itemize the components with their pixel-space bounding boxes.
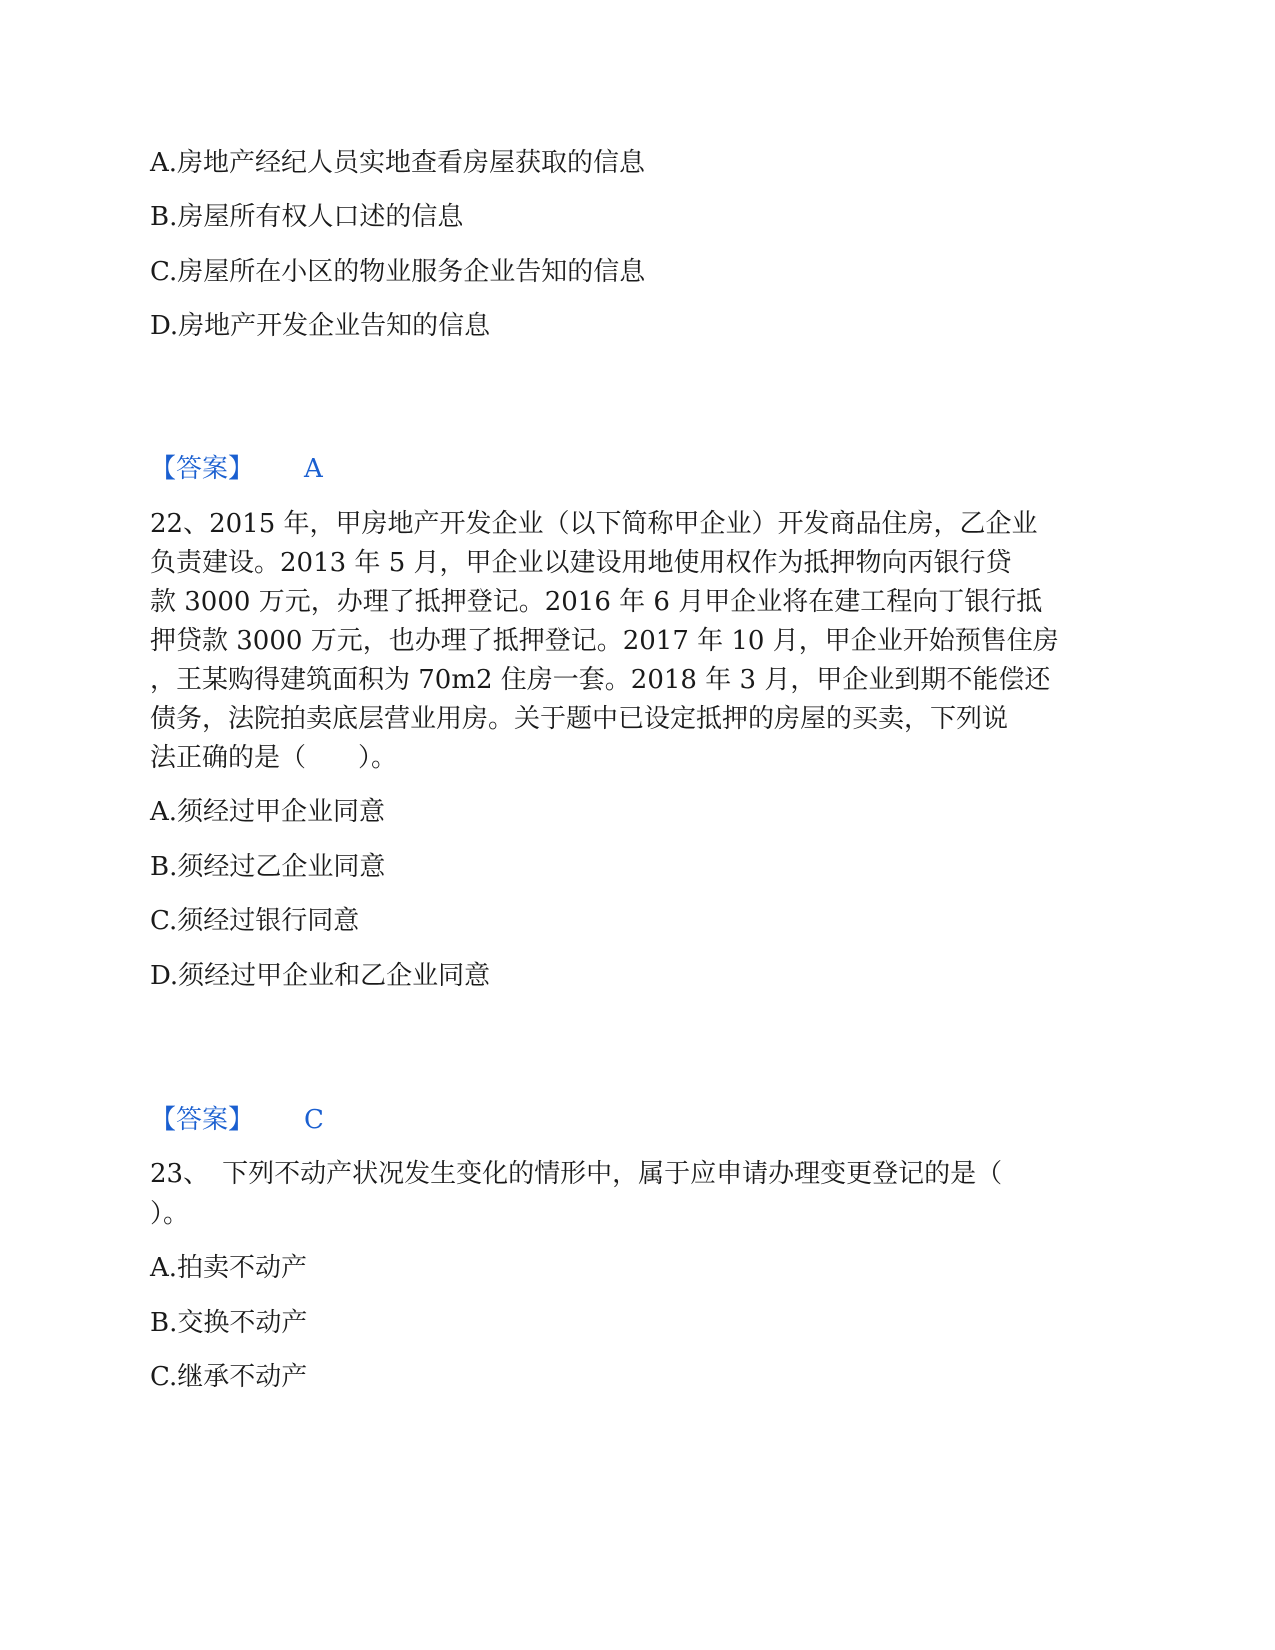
q21-option-c: C.房屋所在小区的物业服务企业告知的信息 [150, 257, 646, 287]
q21-answer [150, 452, 323, 486]
q22-option-b: B.须经过乙企业同意 [150, 852, 386, 882]
q22-stem-line: 22、2015 年，甲房地产开发企业（以下简称甲企业）开发商品住房，乙企业 [150, 509, 1038, 539]
answer-label: 【答案】 [150, 454, 255, 484]
q22-option-d: D.须经过甲企业和乙企业同意 [150, 961, 491, 991]
q22-stem-line: 负责建设。2013 年 5 月，甲企业以建设用地使用权作为抵押物向丙银行贷 [150, 548, 1012, 578]
q22-option-c: C.须经过银行同意 [150, 906, 360, 936]
answer-value: C [304, 1105, 324, 1135]
q21-option-b: B.房屋所有权人口述的信息 [150, 202, 464, 232]
q22-option-a: A.须经过甲企业同意 [150, 797, 386, 827]
q22-answer [150, 1103, 324, 1137]
q22-stem-line: 款 3000 万元，办理了抵押登记。2016 年 6 月甲企业将在建工程向丁银行抵 [150, 587, 1043, 617]
answer-label: 【答案】 [150, 1105, 255, 1135]
q23-option-a: A.拍卖不动产 [150, 1253, 308, 1283]
q22-stem-line: 法正确的是（ ）。 [150, 743, 398, 773]
q23-stem-line: 23、 下列不动产状况发生变化的情形中，属于应申请办理变更登记的是（ [150, 1159, 1003, 1189]
answer-value: A [304, 454, 323, 484]
q23-option-b: B.交换不动产 [150, 1308, 308, 1338]
q22-stem-line: ，王某购得建筑面积为 70m2 住房一套。2018 年 3 月，甲企业到期不能偿还 [150, 665, 1051, 695]
q23-stem-line: ）。 [150, 1199, 190, 1229]
q22-stem-line: 债务，法院拍卖底层营业用房。关于题中已设定抵押的房屋的买卖，下列说 [150, 704, 1009, 734]
q23-option-c: C.继承不动产 [150, 1362, 308, 1392]
q21-option-d: D.房地产开发企业告知的信息 [150, 311, 491, 341]
q21-option-a: A.房地产经纪人员实地查看房屋获取的信息 [150, 148, 646, 178]
q22-stem-line: 押贷款 3000 万元，也办理了抵押登记。2017 年 10 月，甲企业开始预售住房 [150, 626, 1059, 656]
